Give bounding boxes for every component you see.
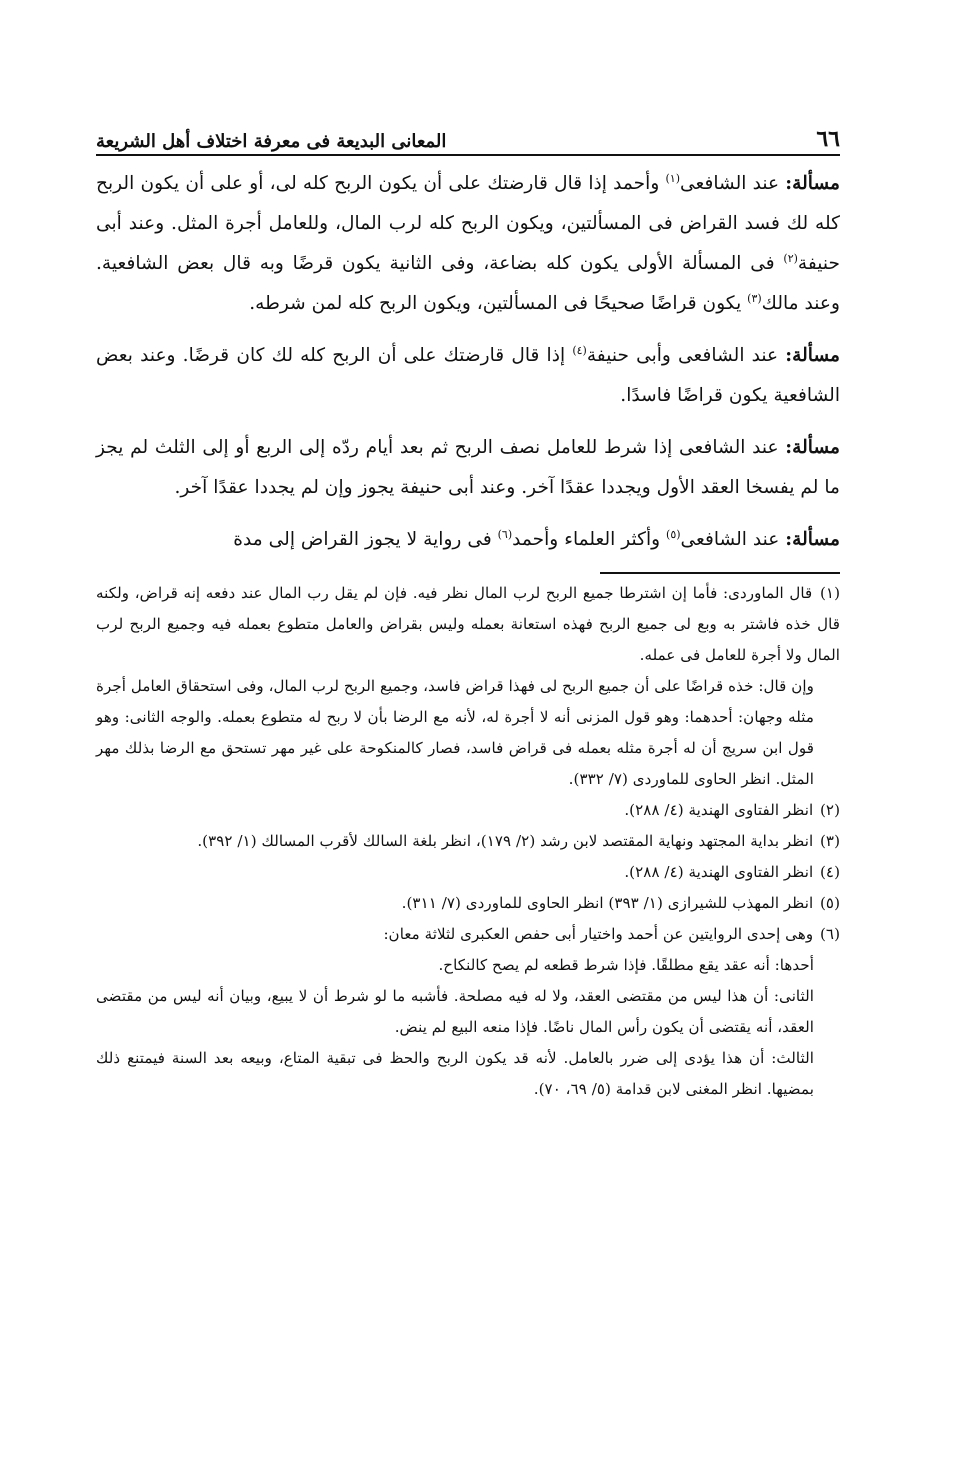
footnote-number: (٣) [819,832,840,850]
footnote-text: انظر الفتاوى الهندية (٤/ ٢٨٨). [624,863,814,881]
footnote-marker: (١) [665,171,680,185]
footnote [96,826,840,857]
paragraph-text: إذا قال قارضتك على أن الربح كله لك كان قرضًا. وعند بعض الشافعية يكون قراضًا فاسدًا. [96,345,840,406]
masala-paragraph [96,164,840,324]
paragraph-text: فى المسألة الأولى يكون كله بضاعة، وفى الثانية يكون قرضًا وبه قال بعض الشافعية. وعند مالك [96,253,840,314]
page-number: ٦٦ [816,126,840,152]
paragraph-text: وأكثر العلماء وأحمد [512,529,667,550]
footnote-marker: (٣) [747,291,762,305]
footnote [96,857,840,888]
footnote [96,578,840,671]
footnote-continuation [96,671,840,795]
footnote-text: انظر الفتاوى الهندية (٤/ ٢٨٨). [624,801,814,819]
footnotes [96,578,840,1105]
footnote-separator [600,572,840,574]
footnote-marker: (٥) [666,527,681,541]
footnote-marker: (٦) [497,527,513,541]
footnote-marker: (٢) [783,251,798,265]
paragraph-text: فى رواية لا يجوز القراض إلى مدة [233,529,498,550]
footnote-number: (٦) [819,925,840,943]
paragraph-text: وأحمد إذا قال قارضتك على أن يكون الربح كله لى، أو على أن يكون الربح كله لك فسد القراض فى المسألتين، ويكون الربح كله لرب المال، وللعامل أجرة المثل. وعند أبى حنيفة [96,173,840,274]
footnote-number: (١) [819,584,841,602]
footnote-continuation [96,981,840,1043]
footnote-text: أحدها: أنه عقد يقع مطلقًا. فإذا شرط قطعه لم يصح كالنكاح. [438,956,814,974]
footnote [96,888,840,919]
paragraph-text: عند الشافعى وأبى حنيفة [586,345,779,366]
footnote-continuation [96,950,840,981]
footnote-text: الثالث: أن هذا يؤدى إلى ضرر بالعامل. لأنه قد يكون الربح والحظ فى تبقية المتاع، وبيعه بعد السنة فيمتنع ذلك بمضيها. انظر المغنى لابن قدامة (٥/ ٦٩، ٧٠). [96,1049,814,1098]
footnote-number: (٤) [819,863,840,881]
footnote-number: (٥) [819,894,840,912]
masala-paragraph [96,336,840,416]
paragraph-text: يكون قراضًا صحيحًا فى المسألتين، ويكون الربح كله لمن شرطه. [249,293,748,314]
footnote [96,919,840,950]
paragraph-text: عند الشافعى [680,173,780,194]
masala-paragraph [96,428,840,508]
footnote-text: وهى إحدى الروايتين عن أحمد واختيار أبى حفص العكبرى لثلاثة معان: [383,925,814,943]
footnote-marker: (٤) [572,343,587,357]
paragraph-text: عند الشافعى إذا شرط للعامل نصف الربح ثم بعد أيام ردّه إلى الربع أو إلى الثلث لم يجز ما لم يفسخا العقد الأول ويجددا عقدًا آخر. وعند أبى حنيفة يجوز وإن لم يجددا عقدًا آخر. [96,437,840,498]
footnote-continuation [96,1043,840,1105]
book-title: المعانى البديعة فى معرفة اختلاف أهل الشريعة [96,131,447,152]
masala-paragraph [96,520,840,560]
paragraph-text: عند الشافعى [680,529,780,550]
footnote-text: الثانى: أن هذا ليس من مقتضى العقد، ولا له فيه مصلحة. فأشبه ما لو شرط أن لا يبيع، وبيان أنه ليس من مقتضى العقد، أنه يقتضى أن يكون رأس المال ناضًا. فإذا منعه البيع لم ينض. [96,987,814,1036]
footnote-text: وإن قال: خذه قراضًا على أن جميع الربح لى فهذا قراض فاسد، وجميع الربح لرب المال، وفى استحقاق العامل أجرة مثله وجهان: أحدهما: وهو قول المزنى أنه لا أجرة له، لأنه مع الرضا بأن لا ربح له متطوع بعمله. والوجه الثانى: وهو قول ابن سريج أن له أجرة مثله بعمله فى قراض فاسد، فصار كالمنكوحة على غير مهر تستحق مع الرضا بذلك مهر المثل. انظر الحاوى للماوردى (٧/ ٣٣٢). [96,677,814,788]
footnote-text: انظر بداية المجتهد ونهاية المقتصد لابن رشد (٢/ ١٧٩)، انظر بلغة السالك لأقرب المسالك (١/ ٣٩٢). [197,832,814,850]
masala-label: مسألة: [785,345,840,366]
main-text [96,164,840,560]
masala-label: مسألة: [785,529,840,550]
page-header [96,118,840,156]
masala-label: مسألة: [785,173,840,194]
book-page [96,118,840,1105]
footnote-text: قال الماوردى: فأما إن اشترطا جميع الربح لرب المال نظر فيه. فإن لم يقل رب المال عند دفعه إنه قراض، ولكنه قال خذه فاشتر به وبع لى جميع الربح فهذه استعانة بعمله وليس بقراض والعامل متطوع بعمله فيه وجميع الربح لرب المال ولا أجرة للعامل فى عمله. [96,584,840,664]
masala-label: مسألة: [785,437,840,458]
footnote-text: انظر المهذب للشيرازى (١/ ٣٩٣) انظر الحاوى للماوردى (٧/ ٣١١). [401,894,814,912]
footnote-number: (٢) [819,801,840,819]
footnote [96,795,840,826]
